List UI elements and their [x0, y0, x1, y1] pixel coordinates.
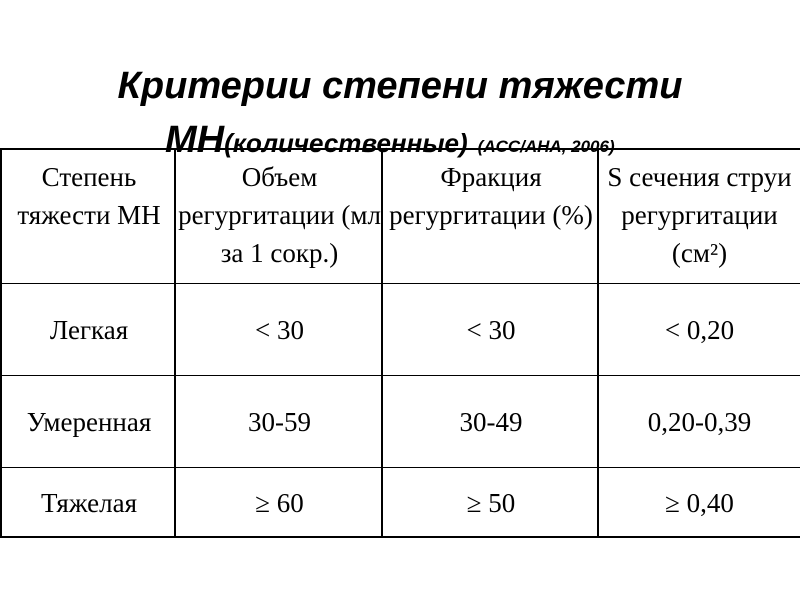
table-header-row: [2, 150, 800, 284]
table-cell: < 30: [255, 315, 304, 345]
header-cell-area: [599, 150, 800, 284]
page-title: Критерии степени тяжести: [117, 65, 683, 107]
table-row: [2, 376, 800, 468]
column-divider: [597, 150, 599, 538]
header-cell-severity: Степень тяжести МН: [17, 162, 161, 230]
table-cell: 0,20-0,39: [647, 407, 752, 437]
table-cell: Тяжелая: [40, 488, 138, 518]
table-cell: 30-49: [459, 407, 523, 437]
table-cell: < 0,20: [664, 315, 735, 345]
severity-criteria-table: [0, 148, 800, 538]
row-divider: [2, 467, 800, 468]
row-divider: [2, 283, 800, 284]
column-divider: [381, 150, 383, 538]
header-cell-volume: Объем регургитации (мл за 1 сокр.): [178, 162, 381, 268]
table-row: [2, 468, 800, 538]
header-cell-area-text: S сечения струи регургитации (см²): [607, 162, 792, 268]
title-source: (ACC/AHA, 2006): [477, 137, 615, 156]
table-cell: ≥ 0,40: [665, 488, 734, 518]
table-row: [2, 284, 800, 376]
table-cell: ≥ 50: [466, 488, 516, 518]
header-cell-fraction: Фракция регургитации (%): [389, 162, 593, 230]
row-divider: [2, 375, 800, 376]
page-title-continued: [165, 118, 615, 169]
table-cell: < 30: [466, 315, 516, 345]
title-abbreviation: МН: [165, 119, 225, 161]
table-cell: 30-59: [248, 407, 311, 437]
table-cell: Легкая: [49, 315, 129, 345]
table-cell: ≥ 60: [255, 488, 304, 518]
column-divider: [174, 150, 176, 538]
table-cell: Умеренная: [26, 407, 152, 437]
title-qualifier: (количественные): [224, 128, 468, 158]
